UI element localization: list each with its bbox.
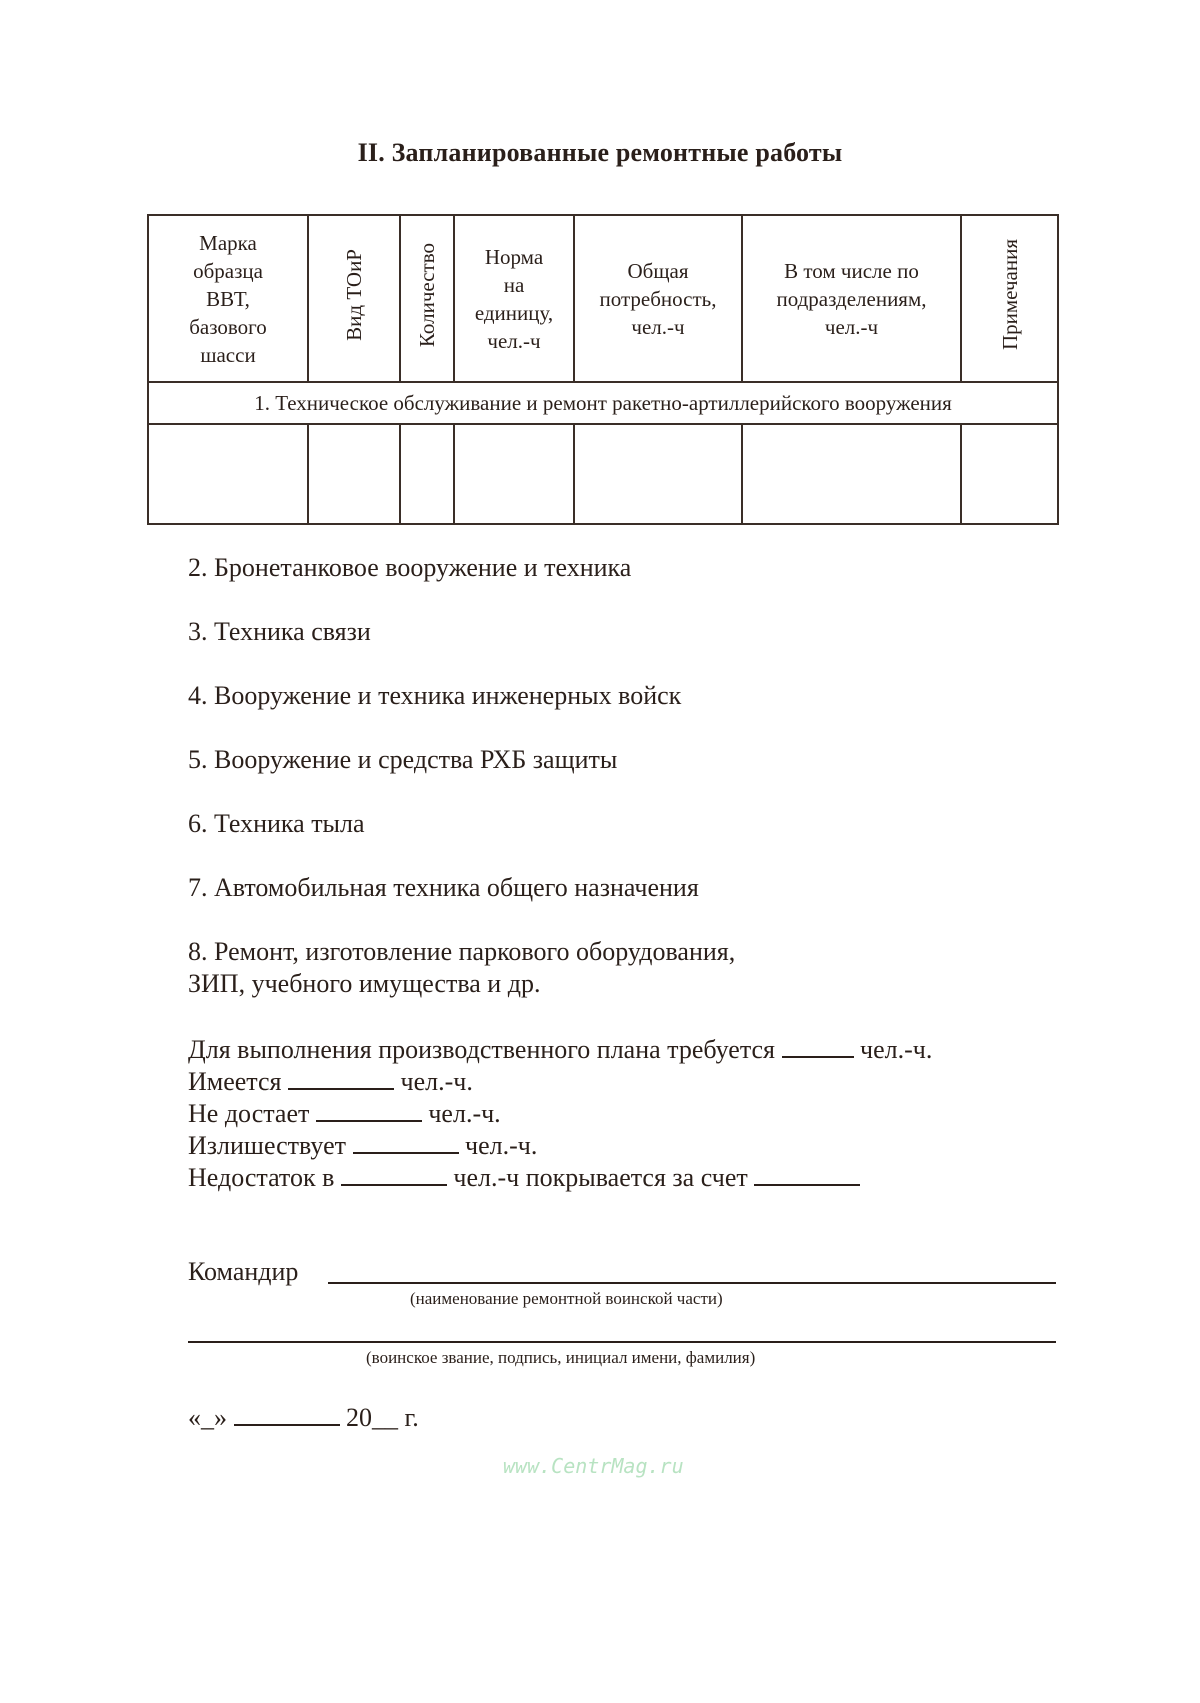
available-label: Имеется xyxy=(188,1067,282,1096)
header-total-need xyxy=(574,215,742,382)
section-row xyxy=(148,382,1058,424)
unit-label: чел.-ч. xyxy=(428,1099,501,1128)
header-line: Общая xyxy=(627,258,689,283)
deficit-label: Недостаток в xyxy=(188,1163,335,1192)
header-label: Примечания xyxy=(997,239,1022,351)
signature-field[interactable] xyxy=(188,1341,1056,1343)
surplus-label: Излишествует xyxy=(188,1131,346,1160)
repair-works-table xyxy=(147,214,1059,525)
header-label: Вид ТОиР xyxy=(342,249,366,341)
header-label: Количество xyxy=(415,242,439,348)
header-line: базового xyxy=(189,314,267,339)
deficit-line xyxy=(188,1160,860,1194)
section-item: 5. Вооружение и средства РХБ защиты xyxy=(188,745,618,774)
header-notes xyxy=(961,215,1058,382)
surplus-field[interactable] xyxy=(353,1128,459,1154)
cell-total-need[interactable] xyxy=(574,424,742,524)
header-maintenance-type xyxy=(308,215,400,382)
header-line: образца xyxy=(193,258,263,283)
page-title: II. Запланированные ремонтные работы xyxy=(357,138,843,167)
available-field[interactable] xyxy=(288,1064,394,1090)
unit-name-field[interactable] xyxy=(328,1282,1056,1284)
shortage-field[interactable] xyxy=(316,1096,422,1122)
section-item: 3. Техника связи xyxy=(188,617,371,646)
required-label: Для выполнения производственного плана требуется xyxy=(188,1035,776,1064)
section-item: 2. Бронетанковое вооружение и техника xyxy=(188,553,632,582)
cell-brand[interactable] xyxy=(148,424,308,524)
section-row-label: 1. Техническое обслуживание и ремонт ракетно-артиллерийского вооружения xyxy=(148,382,1058,424)
required-line xyxy=(188,1032,932,1066)
header-line: Норма xyxy=(484,244,544,269)
section-item: 8. Ремонт, изготовление паркового оборудования, xyxy=(188,937,736,966)
deficit-middle-label: чел.-ч покрывается за счет xyxy=(453,1163,748,1192)
unit-label: чел.-ч. xyxy=(465,1131,538,1160)
header-line: на xyxy=(503,272,525,297)
header-norm-per-unit xyxy=(454,215,574,382)
table-header-row xyxy=(148,215,1058,382)
available-line xyxy=(188,1064,473,1098)
header-by-subdivision xyxy=(742,215,961,382)
header-line: подразделениям, xyxy=(776,286,927,311)
header-line: единицу, xyxy=(474,300,554,325)
cell-norm[interactable] xyxy=(454,424,574,524)
header-line: В том числе по xyxy=(784,258,919,283)
cell-maintenance-type[interactable] xyxy=(308,424,400,524)
date-line xyxy=(188,1400,419,1434)
deficit-source-field[interactable] xyxy=(754,1160,860,1186)
section-item: 6. Техника тыла xyxy=(188,809,365,838)
date-year-field[interactable]: 20__ г. xyxy=(346,1403,419,1432)
header-line: потребность, xyxy=(599,286,717,311)
section-item: 7. Автомобильная техника общего назначения xyxy=(188,873,699,902)
header-line: чел.-ч xyxy=(487,328,541,353)
header-line: чел.-ч xyxy=(824,314,879,339)
header-line: шасси xyxy=(200,342,256,367)
unit-name-caption: (наименование ремонтной воинской части) xyxy=(410,1289,723,1308)
header-line: ВВТ, xyxy=(206,286,250,311)
date-month-field[interactable] xyxy=(234,1400,340,1426)
header-line: Марка xyxy=(199,230,257,255)
signature-caption: (воинское звание, подпись, инициал имени, фамилия) xyxy=(366,1348,756,1367)
cell-quantity[interactable] xyxy=(400,424,454,524)
surplus-line xyxy=(188,1128,537,1162)
unit-label: чел.-ч. xyxy=(400,1067,473,1096)
watermark: www.CentrMag.ru xyxy=(503,1454,684,1478)
table-row xyxy=(148,424,1058,524)
cell-by-subdivision[interactable] xyxy=(742,424,961,524)
cell-notes[interactable] xyxy=(961,424,1058,524)
shortage-line xyxy=(188,1096,501,1130)
required-field[interactable] xyxy=(782,1032,854,1058)
header-line: чел.-ч xyxy=(631,314,685,339)
deficit-amount-field[interactable] xyxy=(341,1160,447,1186)
section-item: ЗИП, учебного имущества и др. xyxy=(188,969,541,998)
commander-label: Командир xyxy=(188,1257,299,1286)
section-item: 4. Вооружение и техника инженерных войск xyxy=(188,681,682,710)
header-brand xyxy=(148,215,308,382)
unit-label: чел.-ч. xyxy=(860,1035,933,1064)
shortage-label: Не достает xyxy=(188,1099,310,1128)
header-quantity xyxy=(400,215,454,382)
date-day-field[interactable]: «_» xyxy=(188,1403,227,1432)
